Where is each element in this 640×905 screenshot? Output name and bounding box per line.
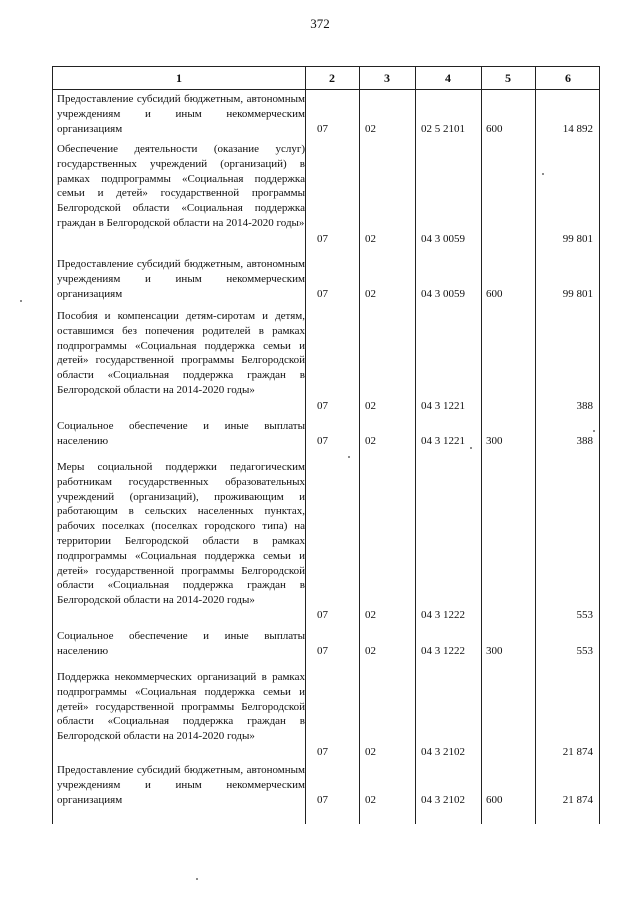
cell-amount: 21 874 bbox=[562, 746, 593, 758]
cell-amount: 99 801 bbox=[562, 288, 593, 300]
cell-section: 07 bbox=[317, 233, 328, 245]
cell-section: 07 bbox=[317, 645, 328, 657]
cell-subsection: 02 bbox=[365, 123, 376, 135]
header-col-6: 6 bbox=[565, 71, 571, 85]
cell-subsection: 02 bbox=[365, 233, 376, 245]
row-description: Социальное обеспечение и иные выплаты населению bbox=[57, 420, 305, 447]
scan-speck bbox=[470, 447, 472, 449]
cell-subsection: 02 bbox=[365, 288, 376, 300]
column-divider bbox=[481, 67, 482, 824]
scan-speck bbox=[593, 430, 595, 432]
cell-expense-type: 600 bbox=[486, 794, 503, 806]
column-divider bbox=[535, 67, 536, 824]
cell-amount: 553 bbox=[576, 609, 593, 621]
cell-amount: 99 801 bbox=[562, 233, 593, 245]
cell-subsection: 02 bbox=[365, 794, 376, 806]
scan-speck bbox=[348, 456, 350, 458]
scan-speck bbox=[542, 173, 544, 175]
header-col-5: 5 bbox=[505, 71, 511, 85]
cell-section: 07 bbox=[317, 288, 328, 300]
header-col-2: 2 bbox=[329, 71, 335, 85]
cell-expense-type: 300 bbox=[486, 645, 503, 657]
scan-speck bbox=[196, 878, 198, 880]
cell-amount: 553 bbox=[576, 645, 593, 657]
cell-section: 07 bbox=[317, 746, 328, 758]
cell-target-article: 04 3 1221 bbox=[421, 435, 465, 447]
cell-target-article: 04 3 2102 bbox=[421, 746, 465, 758]
header-divider bbox=[53, 89, 599, 90]
cell-amount: 21 874 bbox=[562, 794, 593, 806]
cell-expense-type: 600 bbox=[486, 288, 503, 300]
cell-amount: 388 bbox=[576, 400, 593, 412]
header-col-3: 3 bbox=[384, 71, 390, 85]
page-number: 372 bbox=[310, 16, 330, 31]
cell-section: 07 bbox=[317, 609, 328, 621]
scan-speck bbox=[20, 300, 22, 302]
column-divider bbox=[305, 67, 306, 824]
cell-expense-type: 300 bbox=[486, 435, 503, 447]
column-divider bbox=[415, 67, 416, 824]
cell-section: 07 bbox=[317, 794, 328, 806]
row-description: Предоставление субсидий бюджетным, автономным учреждениям и иным некоммерческим организациям bbox=[57, 258, 305, 300]
cell-section: 07 bbox=[317, 123, 328, 135]
cell-subsection: 02 bbox=[365, 645, 376, 657]
row-description: Обеспечение деятельности (оказание услуг) государственных учреждений (организаций) в рамках подпрограммы «Социальная поддержка семьи и детей» государственной программы Белгородской области «Социальная поддержка граждан в Белгородской области на 2014-2020 годы» bbox=[57, 143, 305, 229]
header-col-4: 4 bbox=[445, 71, 451, 85]
cell-section: 07 bbox=[317, 435, 328, 447]
cell-amount: 388 bbox=[576, 435, 593, 447]
cell-subsection: 02 bbox=[365, 435, 376, 447]
budget-table bbox=[52, 66, 600, 824]
row-description: Меры социальной поддержки педагогическим работникам государственных образовательных учреждений (организаций), проживающим и работающим в сельских населенных пунктах, рабочих поселках (поселках городского типа) на территории Белгородской области в рамках подпрограммы «Социальная поддержка семьи и детей» государственной программы Белгородской области «Социальная поддержка граждан в Белгородской области на 2014-2020 годы» bbox=[57, 461, 305, 607]
cell-target-article: 04 3 1222 bbox=[421, 609, 465, 621]
row-description: Предоставление субсидий бюджетным, автономным учреждениям и иным некоммерческим организациям bbox=[57, 764, 305, 806]
cell-target-article: 04 3 2102 bbox=[421, 794, 465, 806]
row-description: Предоставление субсидий бюджетным, автономным учреждениям и иным некоммерческим организациям bbox=[57, 93, 305, 135]
row-description: Поддержка некоммерческих организаций в рамках подпрограммы «Социальная поддержка семьи и детей» государственной программы Белгородской области «Социальная поддержка граждан в Белгородской области на 2014-2020 годы» bbox=[57, 671, 305, 743]
cell-expense-type: 600 bbox=[486, 123, 503, 135]
row-description: Пособия и компенсации детям-сиротам и детям, оставшимся без попечения родителей в рамках подпрограммы «Социальная поддержка семьи и детей» государственной программы Белгородской области «Социальная поддержка граждан в Белгородской области на 2014-2020 годы» bbox=[57, 310, 305, 396]
header-col-1: 1 bbox=[176, 71, 182, 85]
cell-amount: 14 892 bbox=[562, 123, 593, 135]
cell-target-article: 02 5 2101 bbox=[421, 123, 465, 135]
cell-subsection: 02 bbox=[365, 746, 376, 758]
cell-subsection: 02 bbox=[365, 400, 376, 412]
cell-target-article: 04 3 1222 bbox=[421, 645, 465, 657]
row-description: Социальное обеспечение и иные выплаты населению bbox=[57, 630, 305, 657]
cell-target-article: 04 3 1221 bbox=[421, 400, 465, 412]
cell-target-article: 04 3 0059 bbox=[421, 233, 465, 245]
cell-subsection: 02 bbox=[365, 609, 376, 621]
cell-target-article: 04 3 0059 bbox=[421, 288, 465, 300]
cell-section: 07 bbox=[317, 400, 328, 412]
column-divider bbox=[359, 67, 360, 824]
